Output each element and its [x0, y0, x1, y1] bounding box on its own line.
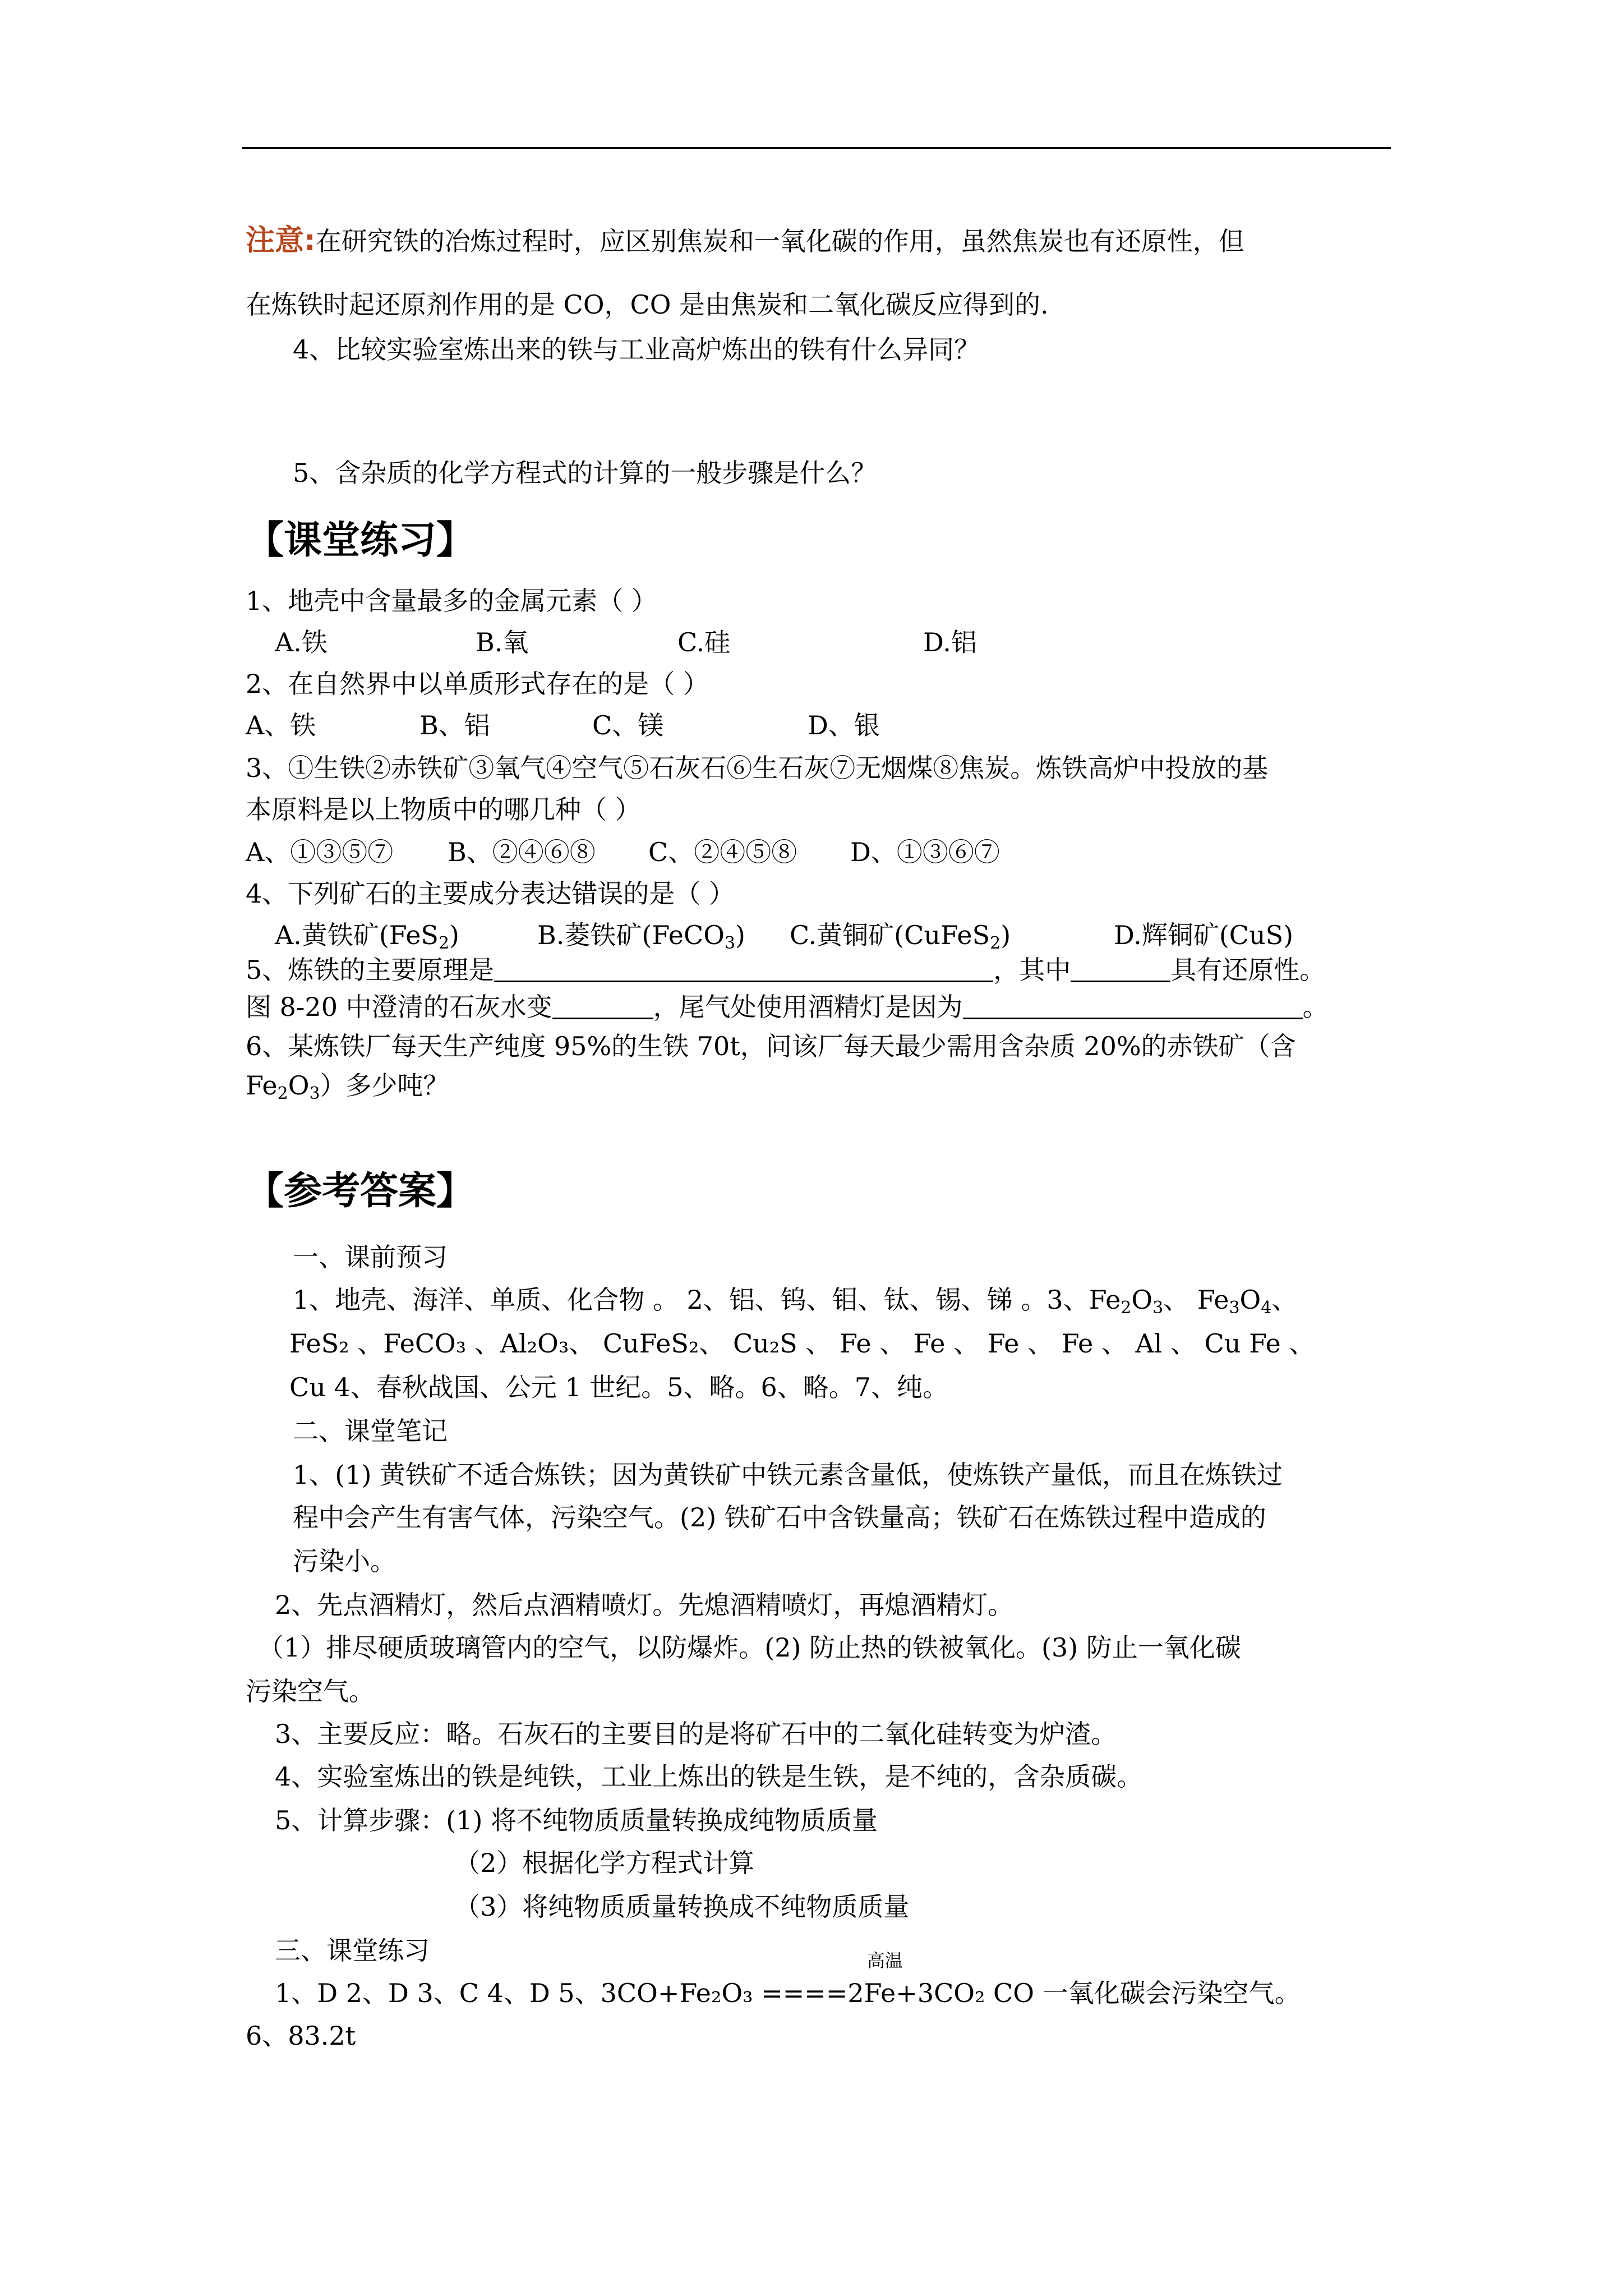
practice-q1-option-c: C.硅 — [677, 627, 731, 657]
answers-section-2-line-7: 3、主要反应：略。石灰石的主要目的是将矿石中的二氧化硅转变为炉渣。 — [275, 1719, 1117, 1749]
practice-q3-line-2: 本原料是以上物质中的哪几种（ ） — [246, 794, 641, 825]
note-line-1 — [246, 226, 1244, 255]
answers-heading: 【参考答案】 — [246, 1169, 475, 1213]
practice-q1-option-b: B.氧 — [476, 627, 529, 657]
answers-section-2-line-2: 程中会产生有害气体，污染空气。(2) 铁矿石中含铁量高；铁矿石在炼铁过程中造成的 — [293, 1502, 1266, 1533]
blank-limewater[interactable] — [552, 995, 653, 1019]
reaction-condition-label: 高温 — [867, 1950, 903, 1971]
practice-q4-option-c: C.黄铜矿(CuFeS$_2$) — [790, 920, 1011, 953]
blank-reducer[interactable] — [1071, 958, 1170, 982]
note-text-1: 在研究铁的冶炼过程时，应区别焦炭和一氧化碳的作用，虽然焦炭也有还原性，但 — [315, 226, 1244, 256]
practice-q5-line-2: 图 8-20 中澄清的石灰水变 ，尾气处使用酒精灯是因为 。 — [246, 992, 1329, 1022]
blank-alcohol-lamp[interactable] — [963, 995, 1303, 1019]
practice-q1-option-d: D.铝 — [923, 627, 977, 657]
answers-section-2-line-6: 污染空气。 — [246, 1676, 375, 1706]
practice-q4-option-b: B.菱铁矿(FeCO$_3$) — [537, 920, 745, 953]
practice-q1-option-a: A.铁 — [275, 627, 328, 657]
answers-section-2-line-10: （2）根据化学方程式计算 — [454, 1848, 755, 1878]
practice-heading: 【课堂练习】 — [246, 518, 475, 563]
practice-q4: 4、下列矿石的主要成分表达错误的是（ ） — [246, 878, 735, 909]
practice-q3-option-d: D、①③⑥⑦ — [850, 837, 1000, 867]
practice-q3-option-b: B、②④⑥⑧ — [448, 837, 596, 867]
practice-q1: 1、地壳中含量最多的金属元素（ ） — [246, 586, 657, 616]
blank-principle[interactable] — [494, 958, 993, 982]
practice-q5-line-1: 5、炼铁的主要原理是 ，其中 具有还原性。 — [246, 955, 1326, 985]
answers-section-1-title: 一、课前预习 — [293, 1242, 448, 1272]
question-4: 4、比较实验室炼出来的铁与工业高炉炼出的铁有什么异同？ — [293, 334, 980, 365]
practice-q2-option-c: C、镁 — [592, 710, 664, 740]
answers-section-1-line-1: 1、地壳、海洋、单质、化合物 。 2、铝、钨、钼、钛、锡、锑 。3、$Fe_2O_3$、 $Fe_3O_4$、 — [293, 1285, 1298, 1318]
question-5: 5、含杂质的化学方程式的计算的一般步骤是什么？ — [293, 458, 877, 488]
practice-q4-option-a: A.黄铁矿(FeS$_2$) — [275, 920, 459, 953]
answers-section-3-title: 三、课堂练习 — [275, 1935, 430, 1966]
answers-section-1-line-3: Cu 4、春秋战国、公元 1 世纪。5、略。6、略。7、纯。 — [289, 1372, 949, 1402]
practice-q3-option-c: C、②④⑤⑧ — [648, 837, 797, 867]
answers-section-3-line-2: 6、83.2t — [246, 2021, 356, 2051]
answers-section-1-line-2: FeS₂ 、FeCO₃ 、Al₂O₃、 CuFeS₂、 Cu₂S 、 Fe 、 Fe 、 Fe 、 Fe 、 Al 、 Cu Fe 、 — [289, 1328, 1315, 1359]
note-title: 注意: — [246, 224, 316, 257]
answers-section-2-line-9: 5、计算步骤：(1) 将不纯物质质量转换成纯物质质量 — [275, 1805, 878, 1835]
practice-q2-option-b: B、铝 — [419, 710, 490, 740]
practice-q4-option-d: D.辉铜矿(CuS) — [1114, 920, 1294, 950]
practice-q2-option-a: A、铁 — [246, 710, 316, 740]
practice-q3-line-1: 3、①生铁②赤铁矿③氧气④空气⑤石灰石⑥生石灰⑦无烟煤⑧焦炭。炼铁高炉中投放的基 — [246, 753, 1269, 783]
practice-q3-option-a: A、①③⑤⑦ — [246, 837, 394, 867]
practice-q6-line-2: $Fe_2O_3$）多少吨？ — [246, 1070, 449, 1103]
answers-section-3-line-1: 1、D 2、D 3、C 4、D 5、3CO+Fe₂O₃ ====2Fe+3CO₂ CO 一氧化碳会污染空气。 — [275, 1978, 1301, 2008]
answers-section-2-line-3: 污染小。 — [293, 1546, 396, 1576]
answers-section-2-title: 二、课堂笔记 — [293, 1416, 448, 1446]
header-rule — [242, 147, 1391, 149]
answers-section-2-line-8: 4、实验室炼出的铁是纯铁，工业上炼出的铁是生铁，是不纯的，含杂质碳。 — [275, 1761, 1143, 1792]
answers-section-2-line-1: 1、(1) 黄铁矿不适合炼铁；因为黄铁矿中铁元素含量低，使炼铁产量低，而且在炼铁过 — [293, 1460, 1283, 1490]
practice-q2: 2、在自然界中以单质形式存在的是（ ） — [246, 669, 709, 699]
answers-section-2-line-5: （1）排尽硬质玻璃管内的空气，以防爆炸。(2) 防止热的铁被氧化。(3) 防止一氧化碳 — [258, 1632, 1241, 1663]
practice-q2-option-d: D、银 — [808, 710, 880, 740]
practice-q6-line-1: 6、某炼铁厂每天生产纯度 95%的生铁 70t，问该厂每天最少需用含杂质 20%的赤铁矿（含 — [246, 1031, 1296, 1061]
note-line-2: 在炼铁时起还原剂作用的是 CO，CO 是由焦炭和二氧化碳反应得到的. — [246, 289, 1049, 320]
answers-section-2-line-11: （3）将纯物质质量转换成不纯物质质量 — [454, 1892, 910, 1922]
answers-section-2-line-4: 2、先点酒精灯，然后点酒精喷灯。先熄酒精喷灯，再熄酒精灯。 — [275, 1590, 1014, 1620]
